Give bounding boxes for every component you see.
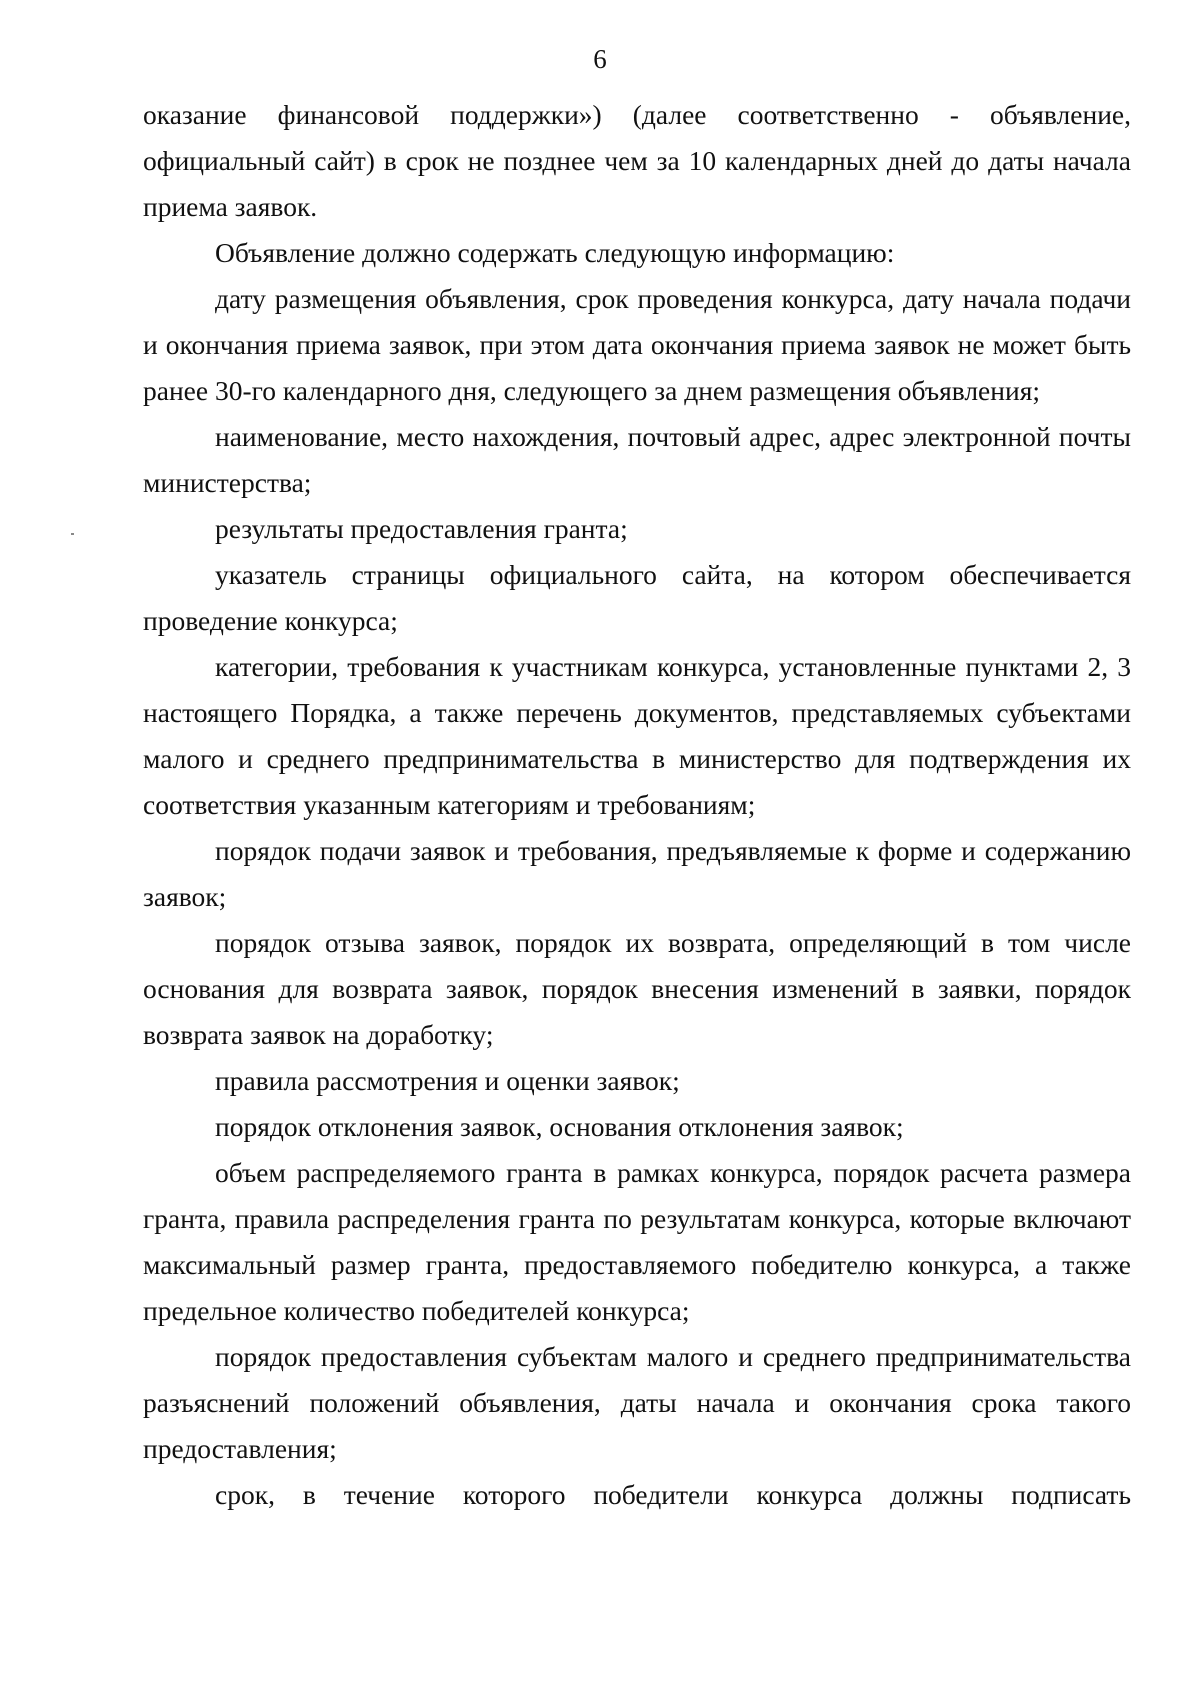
list-item-dates: дату размещения объявления, срок проведения конкурса, дату начала подачи и окончания приема заявок, при этом дата окончания приема заявок не может быть ранее 30-го календарного дня, следующего за днем размещения объявления; <box>143 283 1131 406</box>
list-item-grant-results: результаты предоставления гранта; <box>215 513 628 544</box>
scan-speck <box>71 533 74 535</box>
list-item-website-pointer: указатель страницы официального сайта, на котором обеспечивается проведение конкурса; <box>143 559 1131 636</box>
list-item-participant-requirements: категории, требования к участникам конкурса, установленные пунктами 2, 3 настоящего Порядка, а также перечень документов, представляемых субъектами малого и среднего предпринимательства в министерство для подтверждения их соответствия указанным категориям и требованиям; <box>143 651 1131 820</box>
paragraph-continuation: оказание финансовой поддержки») (далее соответственно - объявление, официальный сайт) в срок не позднее чем за 10 календарных дней до даты начала приема заявок. <box>143 99 1131 222</box>
list-item-grant-volume: объем распределяемого гранта в рамках конкурса, порядок расчета размера гранта, правила распределения гранта по результатам конкурса, которые включают максимальный размер гранта, предоставляемого победителю конкурса, а также предельное количество победителей конкурса; <box>143 1157 1131 1326</box>
list-item-signing-deadline: срок, в течение которого победители конкурса должны подписать <box>215 1479 1131 1510</box>
page-number: 6 <box>593 44 607 74</box>
document-body <box>143 92 1131 1518</box>
paragraph-announcement-intro: Объявление должно содержать следующую информацию: <box>215 237 895 268</box>
list-item-clarifications: порядок предоставления субъектам малого и среднего предпринимательства разъяснений положений объявления, даты начала и окончания срока такого предоставления; <box>143 1341 1131 1464</box>
list-item-review-rules: правила рассмотрения и оценки заявок; <box>215 1065 680 1096</box>
list-item-application-withdrawal: порядок отзыва заявок, порядок их возврата, определяющий в том числе основания для возврата заявок, порядок внесения изменений в заявки, порядок возврата заявок на доработку; <box>143 927 1131 1050</box>
list-item-rejection-procedure: порядок отклонения заявок, основания отклонения заявок; <box>215 1111 904 1142</box>
list-item-application-procedure: порядок подачи заявок и требования, предъявляемые к форме и содержанию заявок; <box>143 835 1131 912</box>
list-item-ministry-details: наименование, место нахождения, почтовый адрес, адрес электронной почты министерства; <box>143 421 1131 498</box>
